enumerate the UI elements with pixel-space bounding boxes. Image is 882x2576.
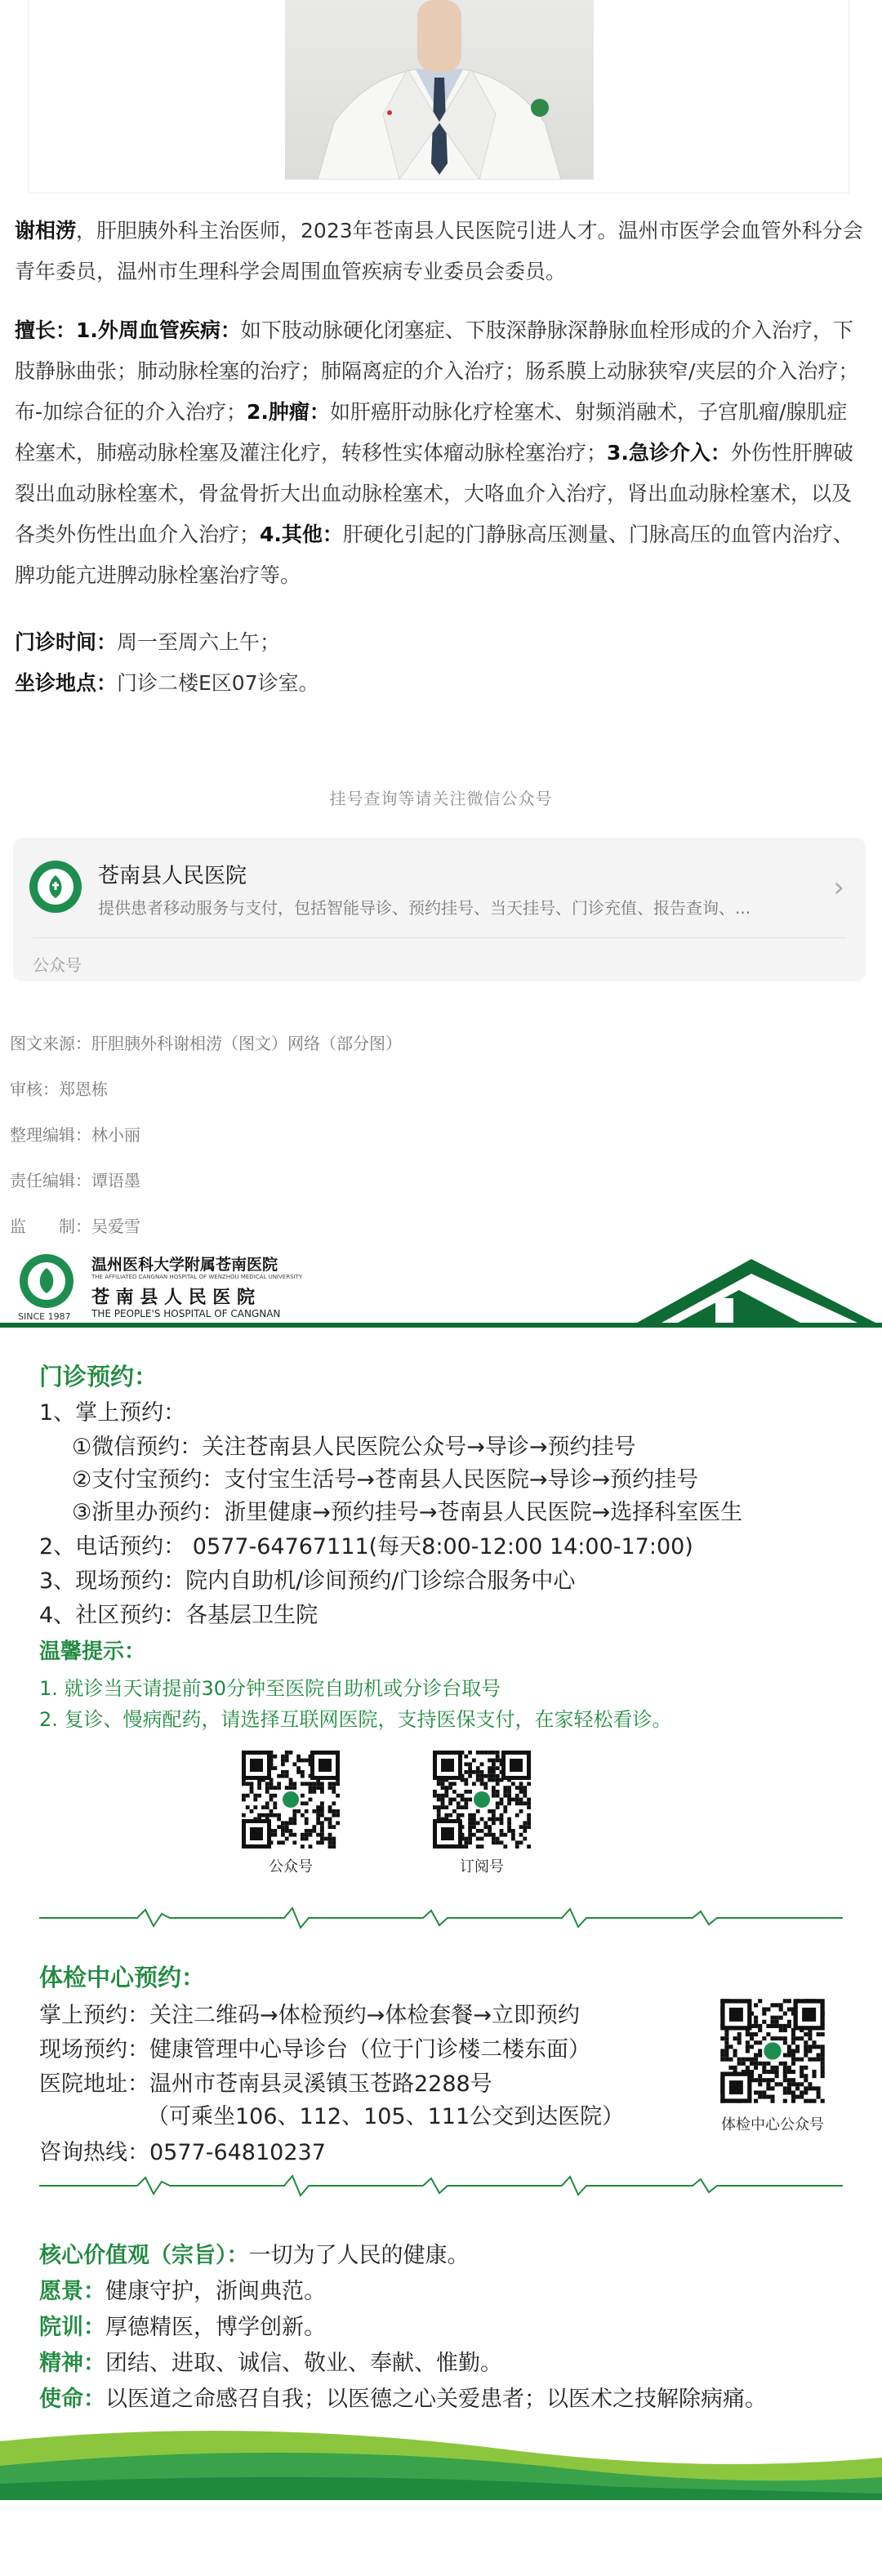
banner-en-university: THE AFFILIATED CANGNAN HOSPITAL OF WENZHOU MEDICAL UNIVERSITY: [91, 1274, 303, 1280]
tip-title: 温馨提示：: [39, 1639, 146, 1664]
specialty-2-title: 2.肿瘤：: [247, 400, 330, 424]
value-vision: [39, 2273, 326, 2305]
appointment-title: 门诊预约：: [39, 1363, 158, 1390]
value-core: [39, 2237, 470, 2269]
specialty-1-text: 如下肢动脉硬化闭塞症、下肢深静脉深静脉血栓形成的介入治疗，下肢静脉曲张；肺动脉栓塞的治疗；肺隔离症的介入治疗；肠系膜上动脉狭窄/夹层的介入治疗；布-加综合征的介入治疗；: [15, 318, 859, 424]
banner-logo-icon: [18, 1252, 75, 1310]
specialty-1-title: 1.外周血管疾病：: [76, 318, 241, 342]
hospital-banner: [0, 1248, 882, 1328]
doctor-name: 谢相涝: [15, 219, 77, 242]
appointment-line-1: 1、掌上预约：: [39, 1400, 186, 1426]
banner-since: SINCE 1987: [18, 1311, 71, 1322]
doctor-bio: [15, 211, 867, 292]
value-vision-text: 健康守护，浙闽典范。: [105, 2279, 326, 2304]
clinic-time-label: 门诊时间：: [15, 630, 118, 654]
checkup-hotline: 咨询热线：0577-64810237: [39, 2140, 326, 2165]
qr-label-subscription: 订阅号: [460, 1858, 504, 1875]
banner-cn-name: 苍 南 县 人 民 医 院: [91, 1288, 255, 1308]
credit-chief-editor: 责任编辑：谭语墨: [10, 1171, 140, 1190]
follow-note: 挂号查询等请关注微信公众号: [329, 789, 553, 808]
credit-supervisor: 监 制：吴爱雪: [10, 1217, 140, 1236]
appointment-line-2: ①微信预约：关注苍南县人民医院公众号→导诊→预约挂号: [72, 1435, 636, 1460]
account-type: 公众号: [33, 955, 82, 975]
credit-review: 审核：郑恩栋: [10, 1079, 108, 1099]
qr-code-icon[interactable]: [238, 1747, 343, 1852]
value-motto-label: 院训：: [39, 2315, 105, 2340]
wave-divider: [39, 1906, 843, 1930]
value-motto: [39, 2309, 326, 2341]
specialty-3-title: 3.急诊介入：: [607, 441, 731, 465]
specialty-2-text: 如肝癌肝动脉化疗栓塞术、射频消融术，子宫肌瘤/腺肌症栓塞术，肺癌动脉栓塞及灌注化疗，转移性实体瘤动脉栓塞治疗；: [15, 400, 848, 465]
banner-en-name: THE PEOPLE'S HOSPITAL OF CANGNAN: [91, 1308, 281, 1319]
hospital-logo-icon: [29, 861, 82, 913]
card-divider: [33, 937, 846, 938]
value-spirit: [39, 2345, 502, 2377]
credit-editor: 整理编辑：林小丽: [10, 1125, 140, 1145]
clinic-place-value: 门诊二楼E区07诊室。: [117, 671, 319, 695]
specialty-label: 擅长：: [15, 318, 77, 342]
value-core-text: 一切为了人民的健康。: [248, 2243, 470, 2268]
clinic-time: [15, 622, 867, 663]
official-account-card[interactable]: [13, 838, 866, 981]
checkup-line-4: （可乘坐106、112、105、111公交到达医院）: [147, 2104, 625, 2129]
checkup-line-3: 医院地址：温州市苍南县灵溪镇玉苍路2288号: [39, 2071, 492, 2097]
doctor-specialty: [15, 310, 867, 596]
chevron-right-icon: ›: [833, 871, 844, 904]
value-spirit-text: 团结、进取、诚信、敬业、奉献、惟勤。: [105, 2351, 502, 2376]
doctor-bio-text: ，肝胆胰外科主治医师，2023年苍南县人民医院引进人才。温州市医学会血管外科分会青年委员，温州市生理科学会周围血管疾病专业委员会委员。: [15, 219, 863, 283]
checkup-title: 体检中心预约：: [39, 1964, 206, 1991]
account-name: 苍南县人民医院: [98, 864, 247, 888]
qr-label-public: 公众号: [269, 1858, 313, 1875]
value-motto-text: 厚德精医，博学创新。: [105, 2315, 326, 2340]
appointment-line-4: ③浙里办预约：浙里健康→预约挂号→苍南县人民医院→选择科室医生: [72, 1500, 743, 1525]
clinic-place-label: 坐诊地点：: [15, 671, 118, 695]
value-mission-label: 使命：: [39, 2387, 105, 2412]
appointment-line-5: 2、电话预约： 0577-64767111(每天8:00-12:00 14:00-17:00): [39, 1534, 693, 1559]
value-spirit-label: 精神：: [39, 2351, 105, 2376]
qr-code-icon[interactable]: [430, 1747, 534, 1852]
photo-frame: [28, 0, 849, 194]
clinic-time-value: 周一至周六上午；: [117, 630, 281, 654]
wave-divider: [39, 2173, 843, 2198]
checkup-line-2: 现场预约：健康管理中心导诊台（位于门诊楼二楼东面）: [39, 2037, 590, 2062]
tip-line-1: 1. 就诊当天请提前30分钟至医院自助机或分诊台取号: [39, 1677, 501, 1700]
value-vision-label: 愿景：: [39, 2279, 105, 2304]
credit-source: 图文来源：肝胆胰外科谢相涝（图文）网络（部分图）: [10, 1034, 402, 1053]
account-desc: 提供患者移动服务与支付，包括智能导诊、预约挂号、当天挂号、门诊充值、报告查询、...: [98, 898, 751, 918]
doctor-photo: [285, 0, 594, 180]
appointment-line-7: 4、社区预约：各基层卫生院: [39, 1603, 318, 1628]
qr-label-checkup: 体检中心公众号: [721, 2116, 824, 2133]
qr-code-icon[interactable]: [717, 1995, 828, 2107]
tip-line-2: 2. 复诊、慢病配药，请选择互联网医院，支持医保支付，在家轻松看诊。: [39, 1708, 672, 1731]
specialty-4-text: 肝硬化引起的门静脉高压测量、门脉高压的血管内治疗、脾功能亢进脾动脉栓塞治疗等。: [15, 523, 853, 587]
value-mission-text: 以医道之命感召自我；以医德之心关爱患者；以医术之技解除病痛。: [105, 2387, 767, 2412]
appointment-line-3: ②支付宝预约：支付宝生活号→苍南县人民医院→导诊→预约挂号: [72, 1467, 699, 1493]
banner-cn-university: 温州医科大学附属苍南医院: [91, 1256, 278, 1274]
value-core-label: 核心价值观（宗旨）：: [39, 2243, 249, 2268]
appointment-line-6: 3、现场预约：院内自助机/诊间预约/门诊综合服务中心: [39, 1568, 576, 1594]
specialty-4-title: 4.其他：: [260, 523, 343, 546]
checkup-line-1: 掌上预约：关注二维码→体检预约→体检套餐→立即预约: [39, 2003, 580, 2028]
clinic-place: [15, 663, 867, 704]
specialty-3-text: 外伤性肝脾破裂出血动脉栓塞术，骨盆骨折大出血动脉栓塞术，大咯血介入治疗，肾出血动脉栓塞术，以及各类外伤性出血介入治疗；: [15, 441, 853, 546]
green-footer-graphic: [0, 2409, 882, 2500]
